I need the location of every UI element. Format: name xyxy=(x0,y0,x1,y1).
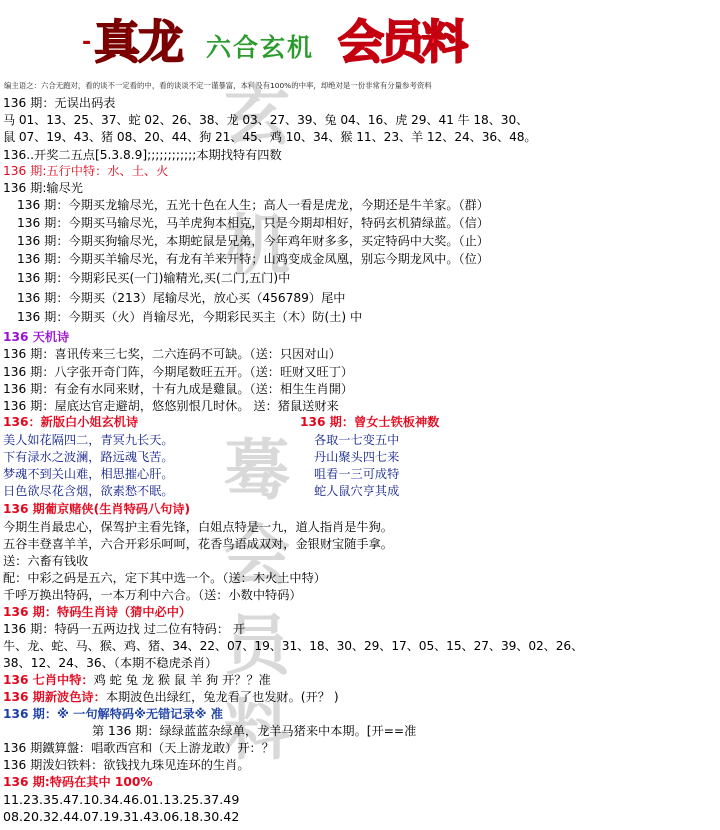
line-baixiaojie-2: 下有渌水之波澜，路远魂飞苦。 xyxy=(3,450,174,464)
line-baixiaojie-title: 136：新版白小姐玄机诗 xyxy=(3,415,139,429)
line-tianji-1: 136 期：喜讯传来三七奖，二六连码不可缺。（送：只因对山） xyxy=(3,347,341,361)
line-pujing-3: 送：六畜有钱收 xyxy=(3,554,89,568)
line-tianji-4: 136 期：屋底达官走避胡，悠悠别恨几时休。 送：猪鼠送财来 xyxy=(3,399,339,413)
line-tema-2: 08.20.32.44.07.19.31.43.06.18.30.42 xyxy=(3,809,240,824)
qixiao-value: 鸡 蛇 兔 龙 猴 鼠 羊 狗 开？？准 xyxy=(93,673,271,687)
line-yijujie-1: 第 136 期：绿绿蓝蓝杂绿单，龙羊马猪来中本期。[开==准 xyxy=(92,724,417,738)
line-shujinguang-4: 136 期：今期买羊输尽光，有龙有羊来开特；山鸡变成金凤凰，别忘今期龙风中。（位） xyxy=(17,252,489,266)
line-bose xyxy=(3,689,339,706)
line-shujinguang-3: 136 期：今期买狗输尽光，本期蛇鼠是兄弟，今年鸡年财多多，买定特码中大奖。（止） xyxy=(17,234,489,248)
line-zengnvshi-2: 丹山聚头四七来 xyxy=(314,450,400,464)
line-qixiao xyxy=(3,672,271,689)
line-pofu: 136 期泼妇铁料：欲钱找九珠见连环的生肖。 xyxy=(3,758,250,772)
line-shujinguang-7: 136 期：今期买（火）肖输尽光，今期彩民买主（木）防(土) 中 xyxy=(17,310,363,324)
line-tianji-3: 136 期：有金有水同来财，十有九成是雞鼠。（送：相生生肖開） xyxy=(3,382,354,396)
line-shujinguang-title: 136 期:输尽光 xyxy=(3,181,83,195)
line-baixiaojie-1: 美人如花隔四二，青冥九长天。 xyxy=(3,433,174,447)
watermark-char: 料 xyxy=(224,691,290,769)
watermark-char: 会 xyxy=(224,516,290,594)
line-wuxing: 136 期:五行中特：水、土、火 xyxy=(3,164,169,178)
line-pujing-2: 五谷丰登喜羊羊，六合开彩乐呵呵，花香鸟语成双对，金银财宝随手拿。 xyxy=(3,537,393,551)
line-tema-title: 136 期:特码在其中 100% xyxy=(3,775,153,789)
line-shengxiao-title: 136 期：特码生肖诗（猜中必中） xyxy=(3,605,192,619)
line-pujing-5: 千呼万换出特码，一本万利中六合。（送：小数中特码） xyxy=(3,588,302,602)
line-zengnvshi-4: 蛇人鼠穴亨其成 xyxy=(314,484,400,498)
line-pujing-4: 配：中彩之码是五六，定下其中选一个。（送：木火土中特） xyxy=(3,571,326,585)
line-shujinguang-5: 136 期：今期彩民买(一门)输精光,买(二门,五门)中 xyxy=(17,271,291,285)
title-dash: - xyxy=(82,30,92,55)
line-shengxiao-1: 136 期：特码一五两边找 过二位有特码： 开 xyxy=(3,622,246,636)
line-pujing-title: 136 期葡京赌侠(生肖特码八句诗) xyxy=(3,502,191,516)
bose-value: 本期波色出绿红，兔龙看了也发财。(开？ ) xyxy=(105,690,339,704)
title-huiyuanliao: 会员料 xyxy=(338,15,464,69)
bose-label: 136 期新波色诗： xyxy=(3,690,106,704)
line-shujinguang-1: 136 期：今期买龙输尽光，五光十色在人生；高人一看是虎龙，今期还是牛羊家。（群） xyxy=(17,198,489,212)
line-no-error-table: 136 期：无误出码表 xyxy=(3,96,116,110)
title-zhenlong: 真龙 xyxy=(94,15,182,69)
line-kaijiang: 136..开奖二五点[5.3.8.9];;;;;;;;;;;;本期找特有四数 xyxy=(3,148,282,162)
line-tianji-title: 136 天机诗 xyxy=(3,330,70,344)
line-table-row-1: 马 01、13、25、37、蛇 02、26、38、龙 03、27、39、兔 04、16、虎 29、41 牛 18、30、 xyxy=(3,113,529,127)
line-table-row-2: 鼠 07、19、43、猪 08、20、44、狗 21、45、鸡 10、34、猴 11、23、羊 12、24、36、48。 xyxy=(3,130,537,144)
qixiao-label: 136 七肖中特： xyxy=(3,673,94,687)
line-tema-1: 11.23.35.47.10.34.46.01.13.25.37.49 xyxy=(3,792,240,807)
line-zengnvshi-title: 136 期：曾女士铁板神数 xyxy=(300,415,440,429)
line-baixiaojie-3: 梦魂不到关山难，相思摧心肝。 xyxy=(3,467,174,481)
watermark-char: 玄 xyxy=(224,76,290,154)
watermark-char: 员 xyxy=(224,606,290,684)
watermark-char: 蓦 xyxy=(224,431,290,509)
line-tiesuanpan: 136 期鐵算盤：唱歌西宫和（天上游龙敢）开：？ xyxy=(3,741,274,755)
line-yijujie-title: 136 期：※ 一句解特码※无错记录※ 准 xyxy=(3,707,223,721)
line-shujinguang-2: 136 期：今期买马输尽光，马羊虎狗本相克，只是今期却相好，特码玄机猜绿蓝。（信） xyxy=(17,216,489,230)
title-liuhexuanji: 六合玄机 xyxy=(206,33,315,62)
disclaimer: 编主语之：六合无跑对，看的谈不一定看的中，看的谈谈不定一谨暴富，本料没有100%的中率，却绝对是一份非常有分量参考资料 xyxy=(4,81,432,90)
line-shengxiao-3: 38、12、24、36、（本期不稳虎杀肖） xyxy=(3,656,218,670)
line-pujing-1: 今期生肖最忠心，保驾护主看先锋，白姐点特是一九，道人指肖是牛狗。 xyxy=(3,520,393,534)
header-banner xyxy=(0,0,720,78)
line-baixiaojie-4: 日色欲尽花含烟，欲素愁不眠。 xyxy=(3,484,174,498)
line-zengnvshi-1: 各取一七变五中 xyxy=(314,433,400,447)
watermark-char: 机 xyxy=(224,206,290,284)
line-tianji-2: 136 期：八字张开奇门阵，今期尾数旺五开。（送：旺财又旺丁） xyxy=(3,365,354,379)
line-shengxiao-2: 牛、龙、蛇、马、猴、鸡、猪、34、22、07、19、31、18、30、29、17、05、15、27、39、02、26、 xyxy=(3,639,584,653)
line-shujinguang-6: 136 期：今期买（213）尾输尽光，放心买（456789）尾中 xyxy=(17,291,346,305)
line-zengnvshi-3: 咀看一三可成特 xyxy=(314,467,400,481)
